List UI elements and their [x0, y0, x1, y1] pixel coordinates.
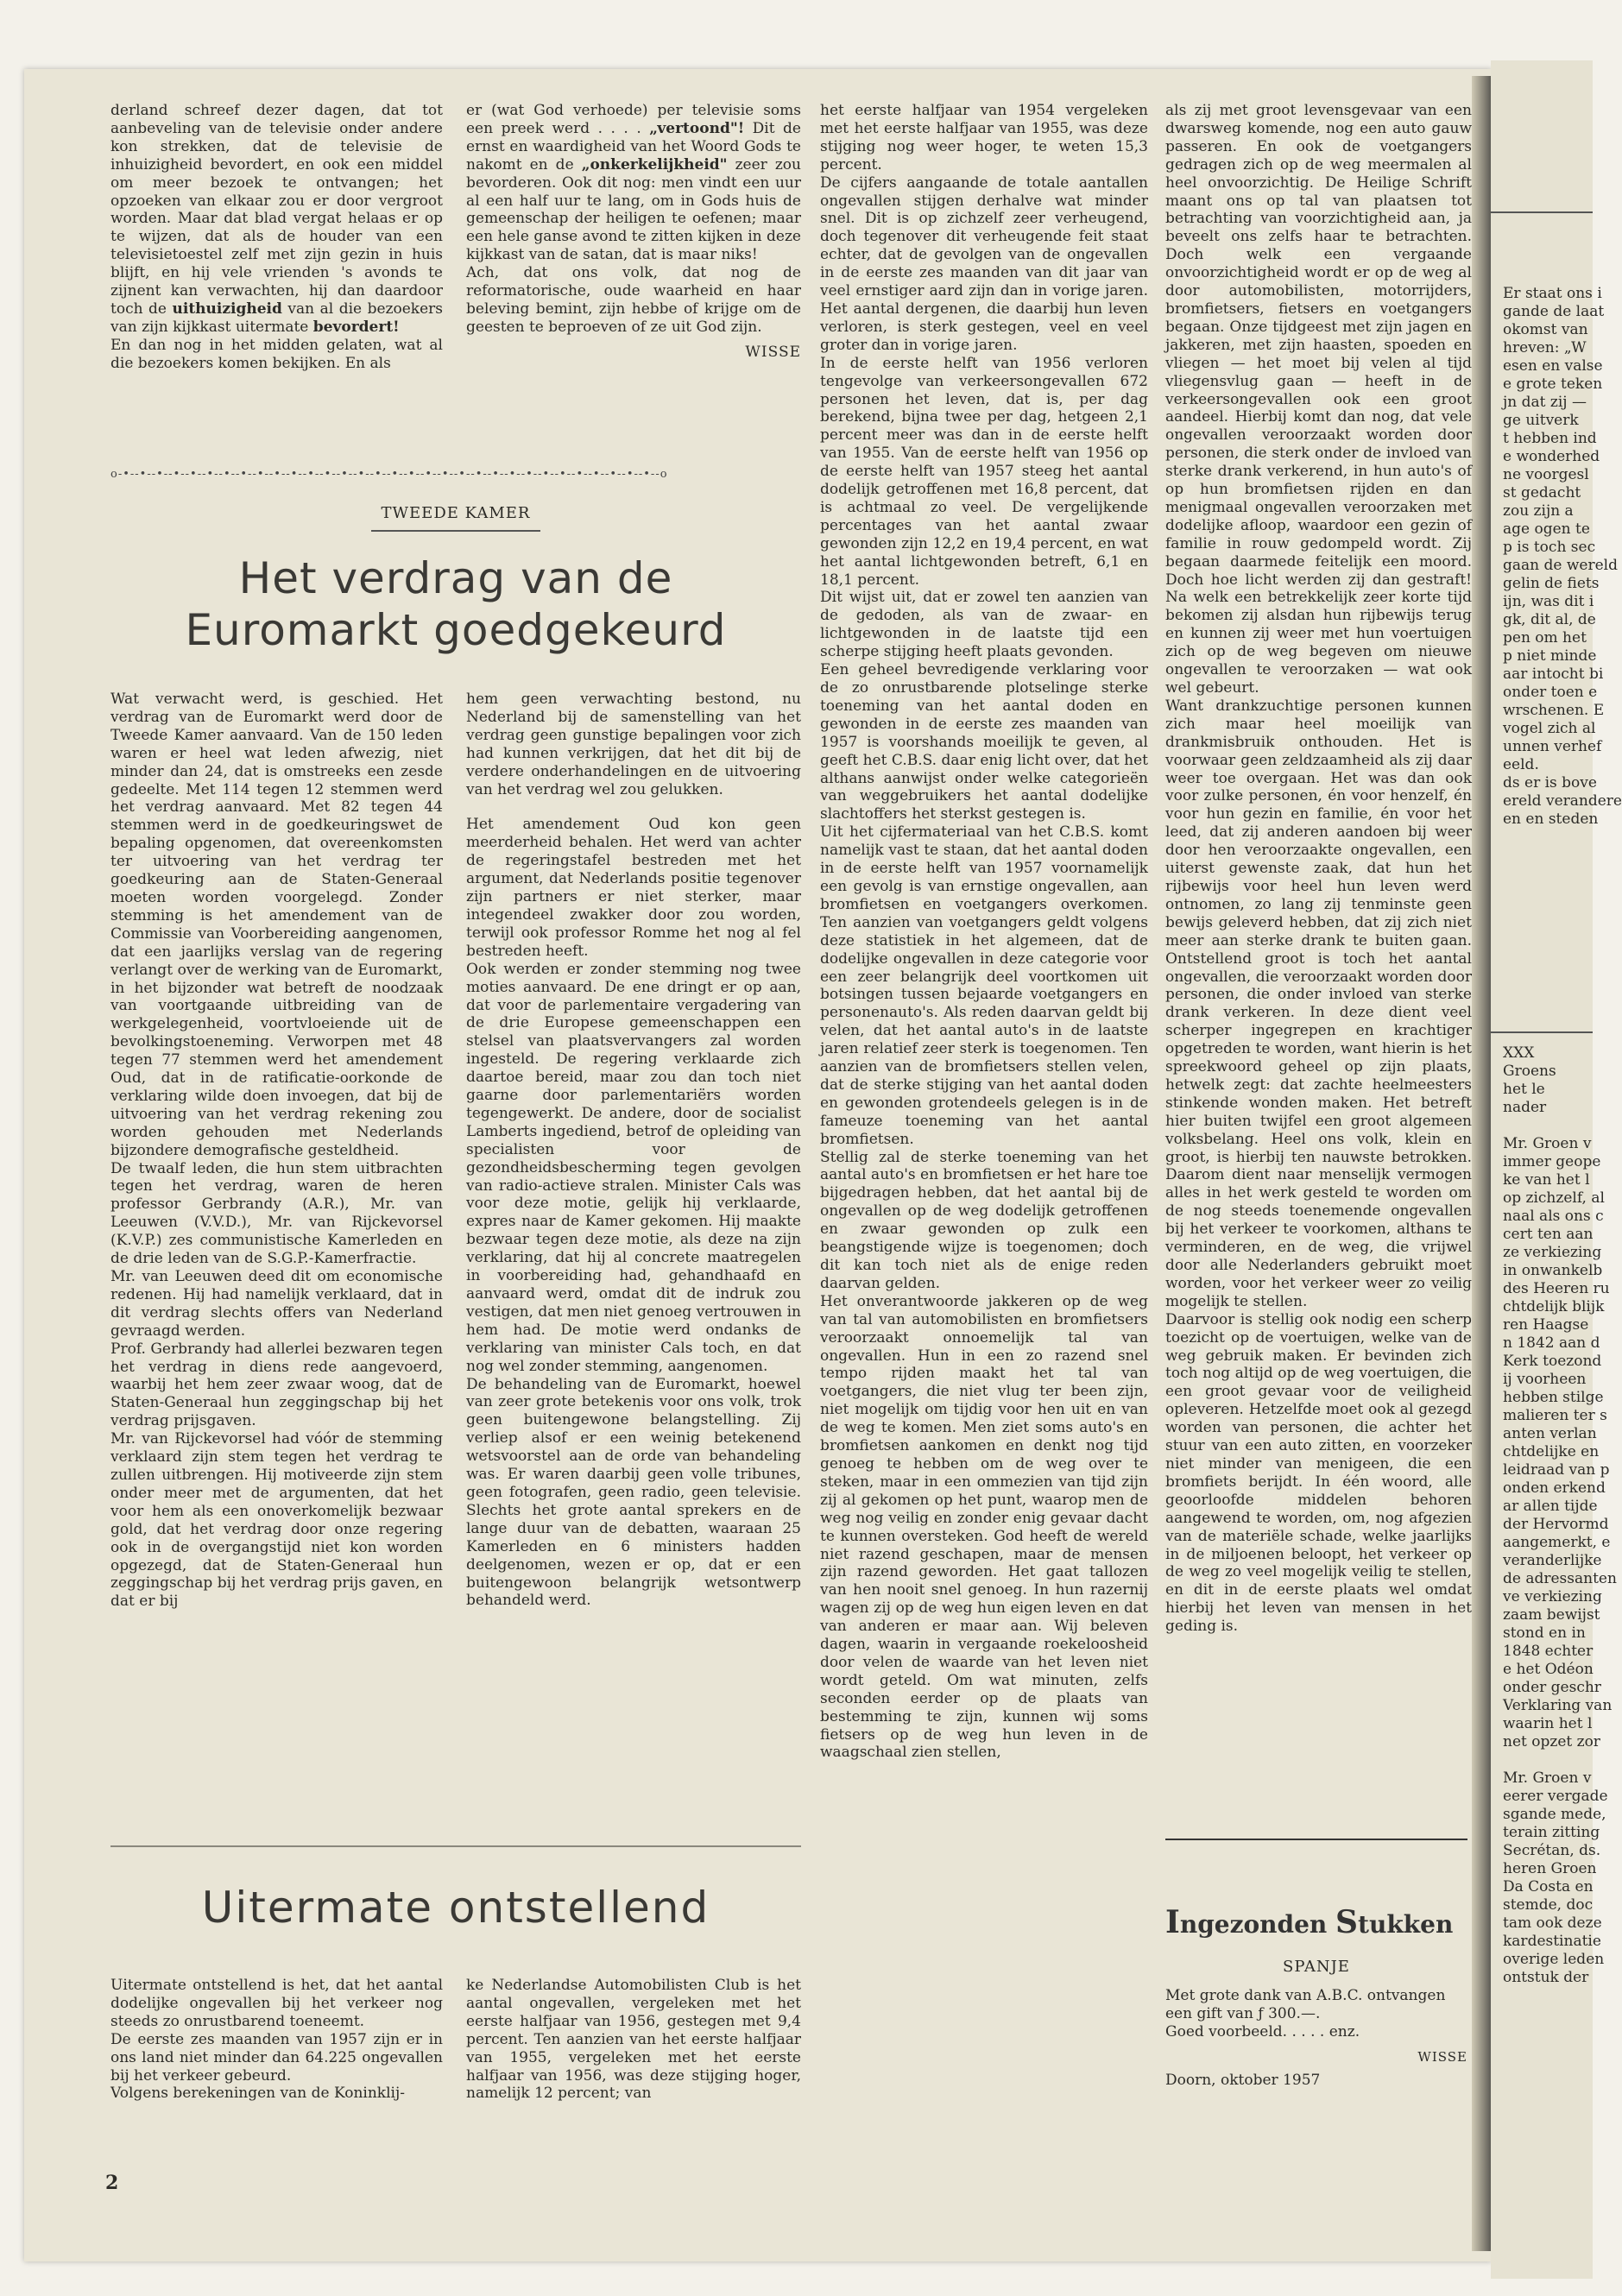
page-spine: [1472, 76, 1491, 2251]
next-page-fragment: stond en in: [1503, 1624, 1586, 1642]
ontstellend-paragraph: De eerste zes maanden van 1957 zijn er in ons land niet minder dan 64.225 ongevallen bij het verkeer gebeurd.: [110, 2030, 443, 2085]
section-label: TWEEDE KAMER: [381, 504, 531, 522]
wisse-paragraph: En dan nog in het midden gelaten, wat al die bezoekers komen bekijken. En als: [110, 336, 443, 372]
next-page-fragment: onder toen e: [1503, 684, 1598, 701]
wisse-paragraph: Ach, dat ons volk, dat nog de reformatorische, oude waarheid en haar beleving bemint, zijn hebbe of krijge om de geesten te beproeven of ze uit God zijn.: [466, 264, 801, 336]
next-page-fragment: ds er is bove: [1503, 774, 1597, 792]
next-page-fragment: hebben stilge: [1503, 1389, 1604, 1406]
wisse-column-2: [466, 102, 801, 464]
ontstellend-paragraph: Volgens berekeningen van de Koninklij-: [110, 2085, 405, 2103]
next-page-fragment: het le: [1503, 1081, 1545, 1098]
next-page-fragment: sgande mede,: [1503, 1806, 1606, 1823]
wisse-signature: WISSE: [745, 343, 801, 361]
next-page-rule: [1491, 211, 1593, 213]
ontstellend-paragraph: Een geheel bevredigende verklaring voor de zo onrustbarende plotselinge sterke toeneming van het aantal doden en gewonden in de eerste zes maanden van 1957 is voorshands moeilijk te geven, al geeft het C.B.S. daar enig licht over, dat het althans aanwijst onder welke categorieën van weggebruikers het aantal dodelijke slachtoffers het sterkst gestegen is.: [820, 661, 1148, 823]
euromarkt-column-1: [110, 691, 443, 1830]
euromarkt-paragraph: Mr. van Rijckevorsel had vóór de stemming verklaard zijn stem tegen het verdrag te zullen uitbrengen. Hij motiveerde zijn stem onder meer met de argumenten, dat het voor hem als een onoverkomelijk bezwaar gold, dat het verdrag door onze regering ook in de overgangstijd niet kon worden opgezegd, dat de Staten-Generaal hun zeggingschap bij het verdrag prijs gaven, en dat er bij: [110, 1430, 443, 1611]
next-page-fragment: Secrétan, ds.: [1503, 1842, 1601, 1859]
euromarkt-paragraph: De behandeling van de Euromarkt, hoewel van zeer grote betekenis voor ons volk, trok geen buitengewone belangstelling. Zij verliep alsof er een weinig betekenend wetsvoorstel aan de orde van behandeling was. Er waren daarbij geen volle tribunes, geen fotografen, geen radio, geen televisie. Slechts het grote aantal sprekers en de lange duur van de debatten, waaraan 25 Kamerleden en 6 ministers hadden deelgenomen, wezen er op, dat er een buitengewoon belangrijk wetsontwerp behandeld werd.: [466, 1375, 801, 1610]
next-page-fragment: ze verkiezing: [1503, 1244, 1602, 1261]
next-page-fragment: gelin de fiets: [1503, 575, 1600, 592]
euromarkt-paragraph: Prof. Gerbrandy had allerlei bezwaren tegen het verdrag in diens rede aangevoerd, waarbij het hem zeer zwaar woog, dat de Staten-Generaal hun zeggingschap bij het verdrag prijsgaven.: [110, 1340, 443, 1430]
headline-euromarkt: [110, 552, 801, 656]
ontstellend-paragraph: De cijfers aangaande de totale aantallen ongevallen stijgen derhalve wat minder snel. Dit is op zichzelf zeer verheugend, doch tegenover dit verheugende feit staat echter, dat de gevolgen van de ongevallen in de eerste zes maanden van dit jaar van veel ernstiger aard zijn dan in vorige jaren. Het aantal dergenen, die daarbij hun leven verloren, is sterk gestegen, veel en veel groter dan in vorige jaren.: [820, 173, 1148, 354]
next-page-fragment: tam ook deze: [1503, 1914, 1602, 1932]
ontstellend-paragraph: Want drankzuchtige personen kunnen zich maar heel moeilijk van drankmisbruik onthouden. Het is voorwaar geen zeldzaamheid als zij daar weer toe overgaan. Het was dan ook voor zulke personen, én voor henzelf, én voor hun gezin en familie, én voor het leed, dat zij anderen aandoen bij weer door hen veroorzaakte ongevallen, een uiterst gewenste zaak, dat hun het rijbewijs voor heel hun leven werd ontnomen, zo lang zij tenminste geen bewijs geleverd hebben, dat zij zich niet meer aan sterke drank te buiten gaan. Ontstellend groot is toch het aantal ongevallen, die veroorzaakt worden door personen, die onder invloed van sterke drank verkeren. In deze dient veel scherper ingegrepen en krachtiger opgetreden te worden, want hierin is het spreekwoord geheel op zijn plaats, hetwelk zegt: dat zachte heelmeesters stinkende wonden maken. Het betreft hier buiten twijfel een groot algemeen volksbelang. Heel ons volk, klein en groot, is hierbij ten nauwste betrokken. Daarom dient naar menselijk vermogen alles in het werk gesteld te worden om de nog steeds toenemende ongevallen bij het verkeer te voorkomen, althans te verminderen, en de weg, die vrijwel door alle Nederlanders gebruikt moet worden, voor het verkeer weer zo veilig mogelijk te stellen.: [1165, 697, 1472, 1310]
next-page-fragment: ijn, was dit i: [1503, 593, 1594, 610]
ontstellend-paragraph: als zij met groot levensgevaar van een dwarsweg komende, nog een auto gauw passeren. En ook de voetgangers gedragen zich op de weg meermalen al heel onvoorzichtig. De Heilige Schrift maant ons op tal van plaatsen tot betrachting van voorzichtigheid aan, ja beveelt ons zelfs haar te betrachten. Doch welk een vergaande onvoorzichtigheid wordt er op de weg al door automobilisten, motorrijders, bromfietsers, fietsers en voetgangers begaan. Onze tijdgeest met zijn jagen en jakkeren, met zijn haasten, spoeden en vliegen — het moet bij velen al tijd vliegensvlug gaan — heeft in de verkeersongevallen ook een groot aandeel. Hierbij komt dan nog, dat vele ongevallen veroorzaakt worden door personen, die sterk onder de invloed van sterke drank verkerend, in hun auto's of op hun bromfietsen rijden en dan menigmaal ongevallen veroorzaken met dodelijke afloop, waardoor een gezin of familie in rouw gedompeld wordt. Zij begaan daarmede feitelijk een moord. Doch hoe licht werden zij dan gestraft! Na welk een betrekkelijk zeer korte tijd bekomen zij alsdan hun rijbewijs terug en kunnen zij weer met hun voertuigen zich op de weg begeven om nieuwe ongevallen te veroorzaken — wat ook wel gebeurt.: [1165, 102, 1472, 697]
next-page-fragment: okomst van: [1503, 321, 1588, 338]
next-page-fragment: p is toch sec: [1503, 539, 1596, 556]
next-page-fragment: heren Groen: [1503, 1860, 1597, 1877]
next-page-fragment: ontstuk der: [1503, 1969, 1589, 1986]
next-page-fragment: Mr. Groen v: [1503, 1135, 1592, 1152]
next-page-fragment: en en steden: [1503, 811, 1599, 828]
next-page-fragment: onder geschr: [1503, 1679, 1601, 1696]
ontstellend-paragraph: ke Nederlandse Automobilisten Club is het aantal ongevallen, vergeleken met het eerste halfjaar van 1956, gestegen met 9,4 percent. Ten aanzien van het eerste halfjaar van 1955, vergeleken met het eerste halfjaar van 1956, was deze stijging hoger, namelijk 12 percent; van: [466, 1977, 801, 2103]
euromarkt-paragraph: De twaalf leden, die hun stem uitbrachten tegen het verdrag, waren de heren professor Gerbrandy (A.R.), Mr. van Leeuwen (V.V.D.), Mr. van Rijckevorsel (K.V.P.) zes communistische Kamerleden en de drie leden van de S.G.P.-Kamerfractie.: [110, 1159, 443, 1268]
next-page-fragment: e wonderhed: [1503, 448, 1600, 465]
headline-ontstellend: Uitermate ontstellend: [201, 1883, 710, 1933]
page-number: 2: [105, 2172, 119, 2194]
wisse-paragraph: derland schreef dezer dagen, dat tot aanbeveling van de televisie onder andere kon strekken, dat de televisie de inhuizigheid bevordert, en ook een middel om meer bezoek te ontvangen; het opzoeken van elkaar zou er door vergroot worden. Maar dat blad vergat helaas er op te wijzen, dat als de houder van een televisietoestel zelf met zijn gezin in huis blijft, en hij vele vrienden 's avonds te zijnent kan verwachten, hij dan daardoor toch de uithuizigheid van al die bezoekers van zijn kijkkast uitermate bevordert!: [110, 102, 443, 336]
next-page-fragment: terain zitting: [1503, 1824, 1600, 1841]
next-page-fragment: jn dat zij —: [1503, 394, 1587, 411]
next-page-fragment: 1848 echter: [1503, 1643, 1594, 1660]
euromarkt-paragraph: hem geen verwachting bestond, nu Nederland bij de samenstelling van het verdrag geen gunstige bepalingen voor zich had kunnen verkrijgen, dat het dit bij de verdere onderhandelingen en de uitvoering van het verdrag wel zou gelukken.: [466, 691, 801, 798]
ontstellend-paragraph: In de eerste helft van 1956 verloren tengevolge van verkeersongevallen 672 personen het leven, dat is, per dag berekend, bijna twee per dag, hetgeen 2,1 percent meer was dan in de eerste helft van 1955. Van de eerste helft van 1956 op de eerste helft van 1957 steeg het aantal dodelijk getroffenen met 16,8 percent, dat is achtmaal zo veel. De vergelijkende percentages van het aantal zwaar gewonden zijn 12,2 en 19,4 percent, en wat het aantal lichtgewonden betreft, 6,1 en 18,1 percent.: [820, 354, 1148, 589]
ontstellend-intro-column-1: [110, 1977, 443, 2115]
next-page-fragment: Da Costa en: [1503, 1878, 1594, 1895]
spanje-body: [1165, 1987, 1467, 2090]
next-page-fragment: age ogen te: [1503, 520, 1590, 538]
next-page-fragment: unnen verhef: [1503, 738, 1602, 755]
next-page-fragment: zou zijn a: [1503, 502, 1574, 520]
ontstellend-column-4: [1165, 102, 1472, 1820]
next-page-fragment: ve verkiezing: [1503, 1588, 1602, 1605]
headline-line-2: Euromarkt goedgekeurd: [185, 605, 727, 655]
ontstellend-paragraph: Uit het cijfermateriaal van het C.B.S. komt namelijk vast te staan, dat het aantal doden in de eerste helft van 1957 voornamelijk een gevolg is van ernstige ongevallen, aan bromfietsen en voetgangers overkomen. Ten aanzien van voetgangers geldt volgens deze statistiek in het algemeen, dat de dodelijke ongevallen in deze categorie voor een zeer belangrijk deel voortkomen uit botsingen tussen bejaarde voetgangers en personenauto's. Als reden daarvan geldt bij velen, dat het aantal auto's in de laatste jaren relatief zeer sterk is toegenomen. Ten aanzien van de bromfietsers stellen velen, dat de sterke stijging van het aantal doden en gewonden grotendeels gelegen is in de fameuze toeneming van het aantal bromfietsen.: [820, 823, 1148, 1148]
next-page-fragment: malieren ter s: [1503, 1407, 1607, 1424]
next-page-fragment: pen om het: [1503, 629, 1587, 647]
next-page-rule: [1491, 1031, 1593, 1033]
next-page-fragment: anten verlan: [1503, 1425, 1597, 1442]
article-separator: [110, 1845, 801, 1847]
euromarkt-spacer: [466, 798, 801, 816]
euromarkt-column-2: [466, 691, 801, 1830]
next-page-fragment: st gedacht: [1503, 484, 1581, 501]
ontstellend-paragraph: Dit wijst uit, dat er zowel ten aanzien van de gedoden, als van de zwaar- en lichtgewonden in de laatste tijd een scherpe stijging heeft plaats gevonden.: [820, 589, 1148, 661]
next-page-fragment: ke van het l: [1503, 1171, 1590, 1189]
next-page-fragment: e grote teken: [1503, 375, 1603, 393]
next-page-fragment: Verklaring van: [1503, 1697, 1613, 1714]
next-page-fragment: cert ten aan: [1503, 1226, 1594, 1243]
next-page-fragment: gk, dit al, de: [1503, 611, 1596, 628]
spanje-title: SPANJE: [1283, 1958, 1350, 1976]
ontstellend-paragraph: Het onverantwoorde jakkeren op de weg van tal van automobilisten en bromfietsers veroorzaakt onnoemelijk tal van ongevallen. Hun in een zo razend snel tempo rijden maakt het tal van voetgangers, die niet vlug ter been zijn, niet mogelijk om tijdig voor hen uit en van de weg te komen. Men ziet soms auto's en bromfietsen aankomen en denkt nog tijd genoeg te hebben om de weg over te steken, maar in een ommezien van tijd zijn zij al gekomen op het punt, waarop men de weg nog veilig en zonder enig gevaar dacht te kunnen oversteken. God heeft de wereld niet razend geschapen, maar de mensen zijn razend geworden. Het gaat tallozen van hen nooit snel genoeg. In hun razernij wagen zij op de weg hun eigen leven en dat van anderen er maar aan. Wij beleven dagen, waarin in vergaande roekeloosheid door velen de waarde van het leven niet wordt geteld. Om wat minuten, zelfs seconden eerder op de plaats van bestemming te zijn, kunnen wij soms fietsers op de weg hun leven in de waagschaal zien stellen,: [820, 1292, 1148, 1762]
next-page-fragment: der Hervormd: [1503, 1516, 1609, 1533]
spanje-note: Goed voorbeeld. . . . . enz.: [1165, 2023, 1360, 2041]
next-page-fragment: in onwankelb: [1503, 1262, 1603, 1279]
ontstellend-intro-column-2: [466, 1977, 801, 2115]
ingezonden-stukken-heading: Ingezonden Stukken: [1165, 1904, 1454, 1940]
ingezonden-rule: [1165, 1839, 1467, 1840]
next-page-fragment: aar intocht bi: [1503, 665, 1604, 683]
next-page-fragment: waarin het l: [1503, 1715, 1593, 1732]
next-page-fragment: Groens: [1503, 1063, 1556, 1080]
next-page-fragment: chtdelijke en: [1503, 1443, 1600, 1460]
euromarkt-paragraph: Wat verwacht werd, is geschied. Het verdrag van de Euromarkt werd door de Tweede Kamer aanvaard. Van de 150 leden waren er heel wat leden afwezig, niet minder dan 24, dat is omstreeks een zesde gedeelte. Met 114 tegen 12 stemmen werd het verdrag aanvaard. Met 82 tegen 44 stemmen werd in de goedkeuringswet de bepaling opgenomen, dat overeenkomsten ter uitvoering van het verdrag ter goedkeuring aan de Staten-Generaal moeten worden voorgelegd. Zonder stemming is het amendement van de Commissie van Voorbereiding aangenomen, dat een jaarlijks verslag van de regering verlangt over de werking van de Euromarkt, in het bijzonder wat betreft de noodzaak van voortgaande uitbreiding van de werkgelegenheid, voortvloeiende uit de bevolkingstoeneming. Verworpen met 48 tegen 77 stemmen werd het amendement Oud, dat in de ratificatie-oorkonde de verklaring wilde doen invoegen, dat bij de uitvoering van het verdrag rekening zou worden gehouden met Nederlands bijzondere demografische gesteldheid.: [110, 691, 443, 1159]
headline-line-1: Het verdrag van de: [238, 553, 673, 603]
next-page-fragment: t hebben ind: [1503, 430, 1597, 447]
next-page-fragment: kardestinatie: [1503, 1933, 1601, 1950]
next-page-edge: [1491, 60, 1622, 2279]
next-page-fragment: ren Haagse: [1503, 1316, 1589, 1334]
next-page-fragment: zaam bewijst: [1503, 1606, 1600, 1624]
wisse-column-1: [110, 102, 443, 456]
next-page-fragment: ne voorgesl: [1503, 466, 1589, 483]
next-page-fragment: net opzet zor: [1503, 1733, 1600, 1750]
next-page-fragment: leidraad van p: [1503, 1461, 1610, 1479]
next-page-fragment: vogel zich al: [1503, 720, 1596, 737]
next-page-fragment: op zichzelf, al: [1503, 1189, 1605, 1207]
next-page-fragment: ar allen tijde: [1503, 1498, 1598, 1515]
next-page-fragment: ge uitverk: [1503, 412, 1579, 429]
next-page-fragment: Mr. Groen v: [1503, 1769, 1592, 1787]
next-page-fragment: e het Odéon: [1503, 1661, 1594, 1678]
next-page-fragment: eerer vergade: [1503, 1788, 1608, 1805]
next-page-fragment: aangemerkt, e: [1503, 1534, 1611, 1551]
next-page-fragment: stemde, doc: [1503, 1896, 1594, 1914]
next-page-fragment: onden erkend: [1503, 1479, 1606, 1497]
spanje-signature: WISSE: [1417, 2049, 1467, 2065]
spanje-text: Met grote dank van A.B.C. ontvangen een gift van ƒ 300.—.: [1165, 1987, 1446, 2022]
section-rule: [371, 530, 540, 532]
spanje-place-date: Doorn, oktober 1957: [1165, 2072, 1321, 2089]
ontstellend-paragraph: Uitermate ontstellend is het, dat het aantal dodelijke ongevallen bij het verkeer nog steeds zo onrustbarend toeneemt.: [110, 1977, 443, 2030]
next-page-fragment: n 1842 aan d: [1503, 1334, 1600, 1352]
euromarkt-paragraph: Het amendement Oud kon geen meerderheid behalen. Het werd van achter de regeringstafel bestreden met het argument, dat Nederlands positie tegenover zijn partners er niet sterker, maar integendeel zwakker door zou worden, terwijl ook professor Romme het nog al fel bestreden heeft.: [466, 816, 801, 960]
euromarkt-paragraph: Ook werden er zonder stemming nog twee moties aanvaard. De ene dringt er op aan, dat voor de parlementaire vergadering van de drie Europese gemeenschappen een stelsel van plaatsvervangers zal worden ingesteld. De regering verklaarde zich daartoe bereid, maar zou dan toch niet gaarne door parlementariërs worden tegengewerkt. De andere, door de socialist Lamberts ingediend, betrof de opleiding van specialisten voor de gezondheidsbescherming tegen gevolgen van radio-actieve stralen. Minister Cals was voor deze motie, gelijk hij verklaarde, expres naar de Kamer gekomen. Hij maakte bezwaar tegen deze motie, als deze na zijn verklaring, dat hij al concrete maatregelen in voorbereiding had, gehandhaafd en aanvaard werd, omdat dit de indruk zou vestigen, dat men niet genoeg vertrouwen in hem had. De motie werd ondanks de verklaring van minister Cals toch, en dat nog wel zonder stemming, aangenomen.: [466, 960, 801, 1375]
next-page-fragment: eeld.: [1503, 756, 1539, 773]
next-page-fragment: naal als ons c: [1503, 1208, 1604, 1225]
next-page-fragment: des Heeren ru: [1503, 1280, 1610, 1297]
next-page-fragment: de adressanten: [1503, 1570, 1617, 1587]
next-page-fragment: hreven: „W: [1503, 339, 1587, 356]
next-page-fragment: wrschenen. E: [1503, 702, 1605, 719]
next-page-fragment: Kerk toezond: [1503, 1353, 1602, 1370]
next-page-fragment: p niet minde: [1503, 647, 1597, 665]
next-page-fragment: nader: [1503, 1099, 1547, 1116]
wisse-paragraph: er (wat God verhoede) per televisie soms een preek werd . . . . „vertoond"! Dit de ernst en waardigheid van het Woord Gods te nakomt en de „onkerkelijkheid" zeer zou bevorderen. Ook dit nog: men vindt een uur al een half uur te lang, om in Gods huis de gemeenschap der heiligen te oefenen; maar een hele ganse avond te zitten kijken in deze kijkkast van de satan, dat is maar niks!: [466, 102, 801, 264]
ornamental-divider: o-•--•--•--•--•--•--•--•--•--•--•--•--•--•--•--•--•--•--•--•--•--•--•--•--•--•--•--•--•--•--•--•--o: [110, 468, 668, 481]
next-page-fragment: Er staat ons i: [1503, 285, 1602, 302]
next-page-fragment: esen en valse: [1503, 357, 1603, 375]
next-page-fragment: veranderlijke: [1503, 1552, 1602, 1569]
next-page-fragment: ereld verandere: [1503, 792, 1622, 810]
next-page-fragment: chtdelijk blijk: [1503, 1298, 1605, 1315]
next-page-fragment: XXX: [1503, 1044, 1535, 1062]
ontstellend-paragraph: het eerste halfjaar van 1954 vergeleken met het eerste halfjaar van 1955, was deze stijging nog weer hoger, te weten 15,3 percent.: [820, 102, 1148, 173]
ontstellend-paragraph: Daarvoor is stellig ook nodig een scherp toezicht op de voertuigen, welke van de weg gebruik maken. Er bevinden zich toch nog altijd op de weg voertuigen, die een groot gevaar voor de veiligheid opleveren. Hetzelfde moet ook al gezegd worden van personen, die achter het stuur van een auto zitten, en voorzeker niet minder van menigeen, die een bromfiets berijdt. In één woord, alle geoorloofde middelen behoren aangewend te worden, om, nog afgezien van de materiële schade, welke jaarlijks in de miljoenen beloopt, het verkeer op de weg zo veel mogelijk veilig te stellen, en dit in de eerste plaats wel omdat hierbij het leven van mensen in het geding is.: [1165, 1310, 1472, 1636]
ontstellend-column-3: [820, 102, 1148, 2113]
euromarkt-paragraph: Mr. van Leeuwen deed dit om economische redenen. Hij had namelijk verklaard, dat in dit verdrag slechts offers van Nederland gevraagd werden.: [110, 1268, 443, 1340]
next-page-fragment: immer geope: [1503, 1153, 1601, 1170]
next-page-fragment: overige leden: [1503, 1951, 1605, 1968]
ontstellend-paragraph: Stellig zal de sterke toeneming van het aantal auto's en bromfietsen er het hare toe bijgedragen hebben, dat het aantal bij de ongevallen op de weg dodelijk getroffenen en zwaar gewonden op zulk een beangstigende wijze is toegenomen; doch dit kan toch niet als de enige reden daarvan gelden.: [820, 1148, 1148, 1292]
next-page-fragment: ij voorheen: [1503, 1371, 1587, 1388]
next-page-fragment: gande de laat: [1503, 303, 1605, 320]
next-page-fragment: gaan de wereld: [1503, 557, 1618, 574]
